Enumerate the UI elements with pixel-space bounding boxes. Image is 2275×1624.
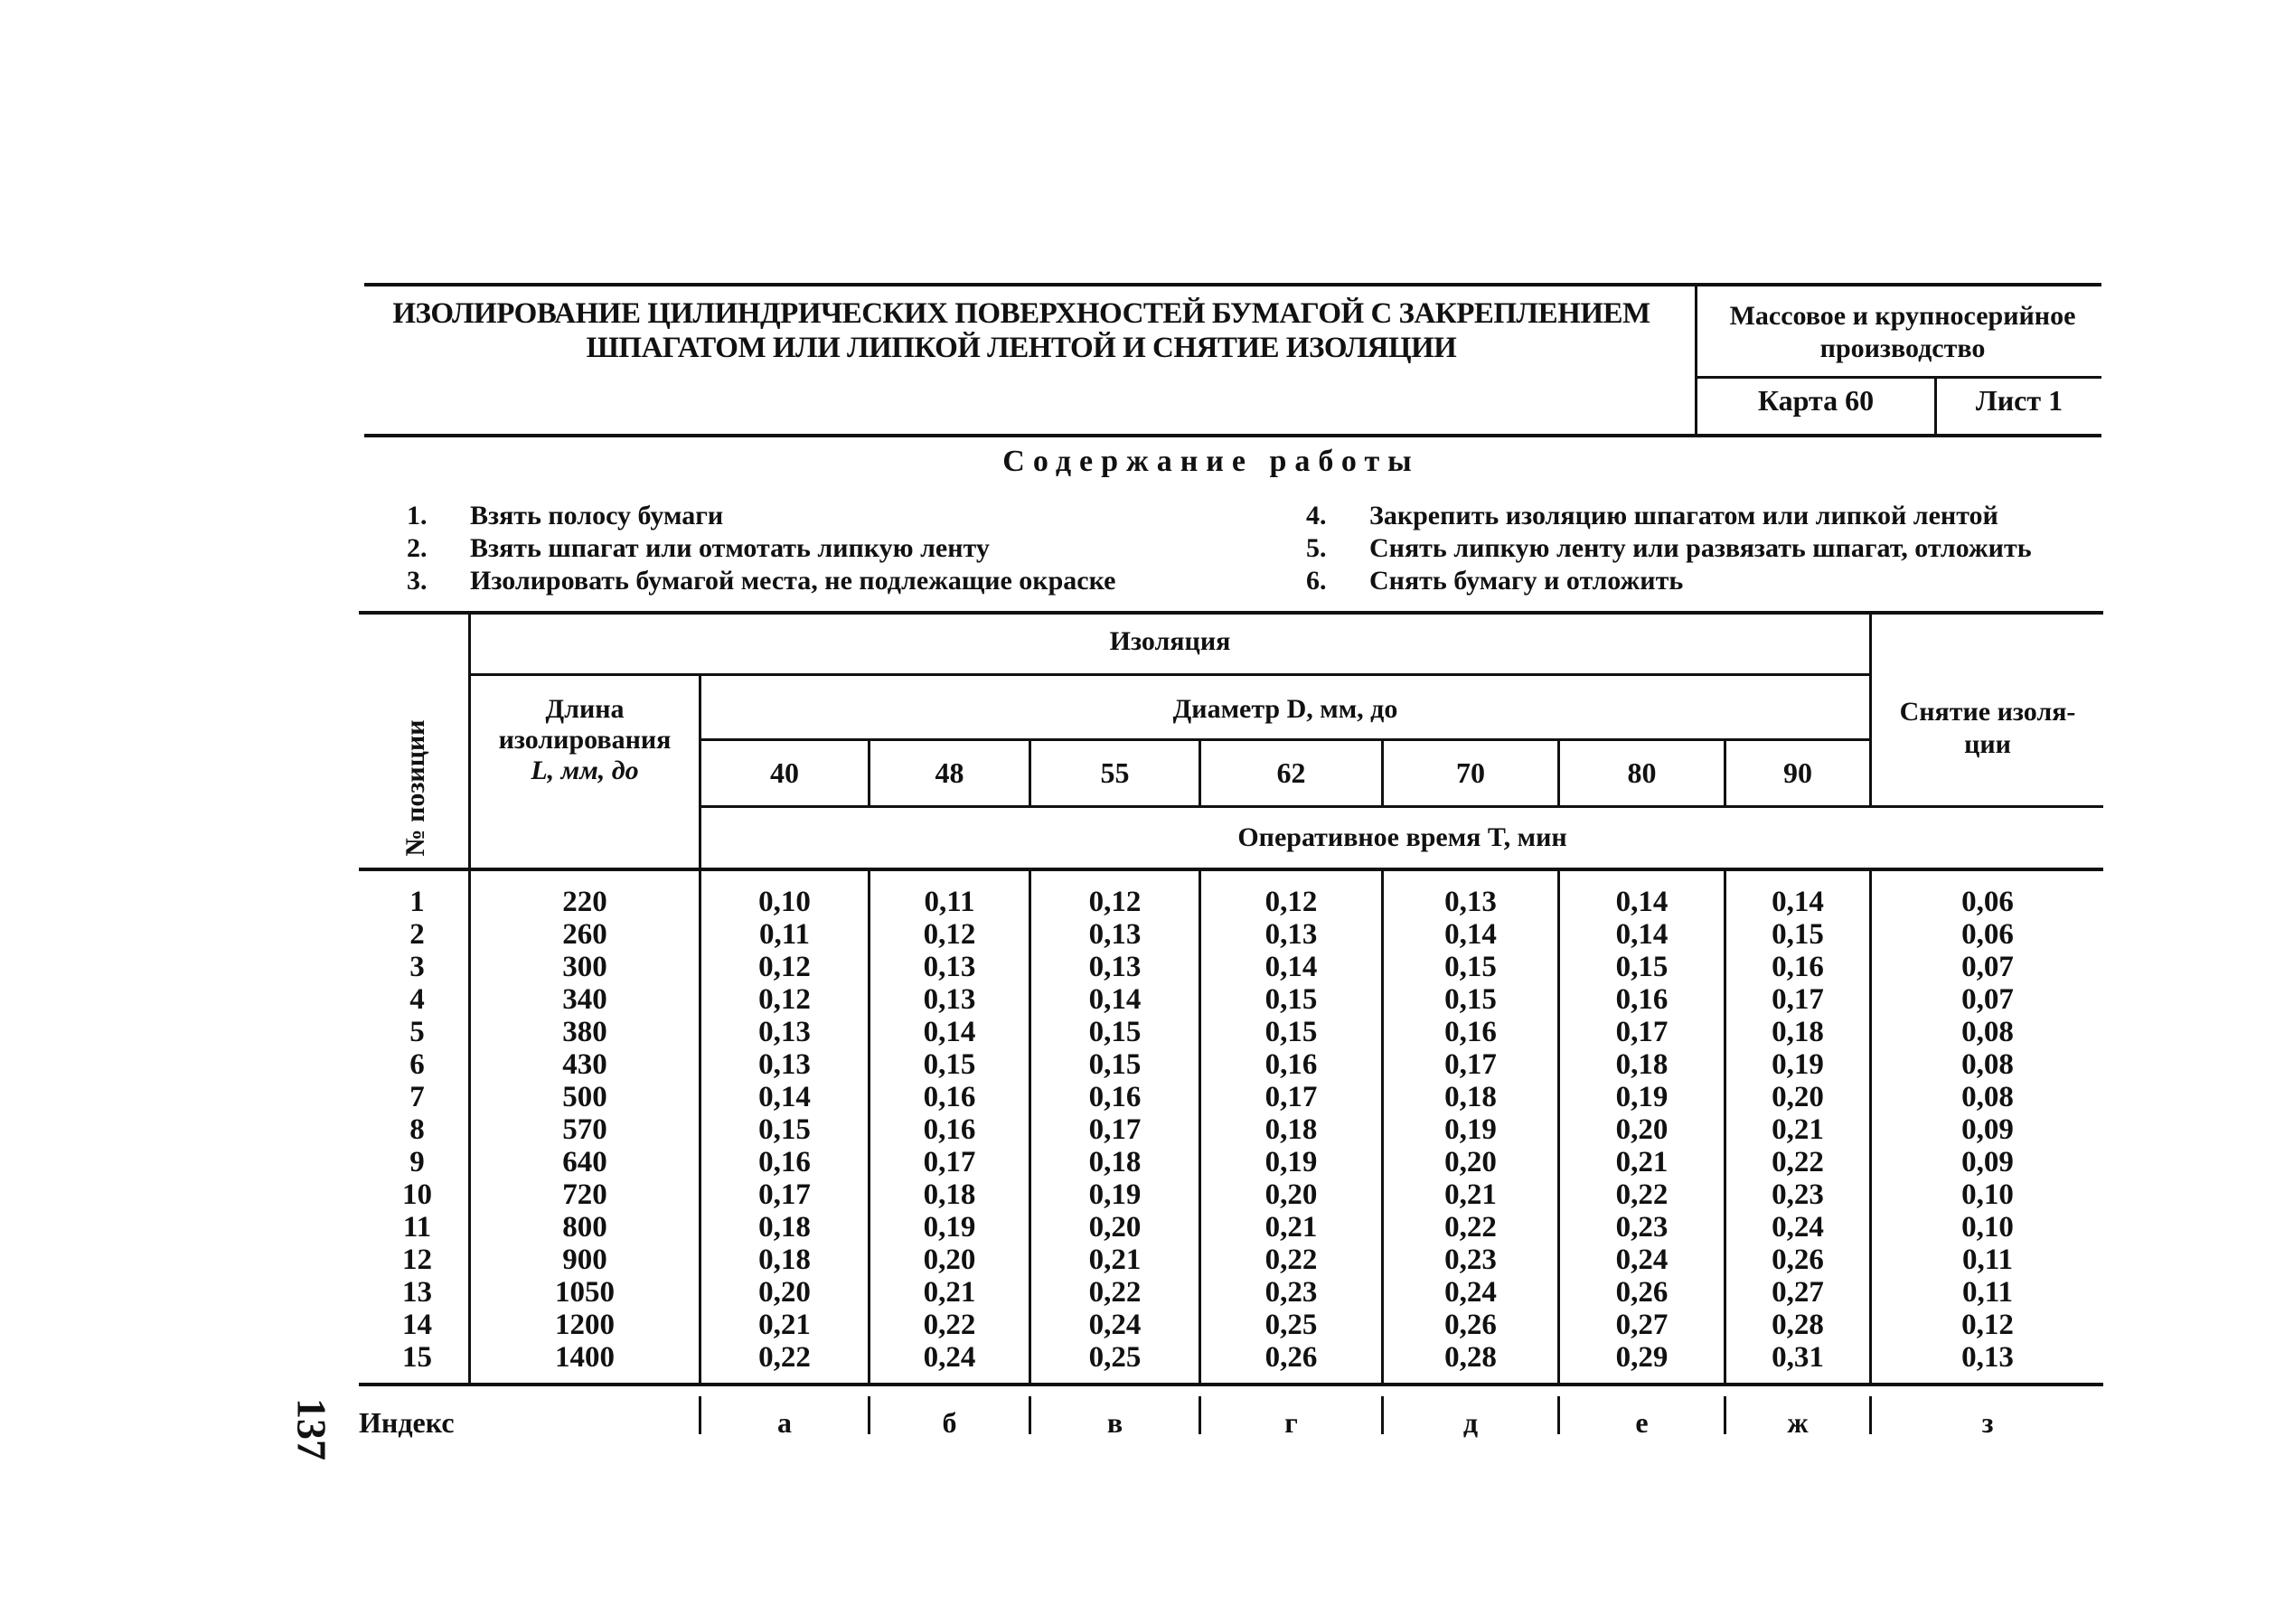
header-bottom-table-rule	[359, 868, 2103, 871]
time-cell: 0,17	[923, 1146, 976, 1178]
time-cell: 0,14	[1772, 886, 1824, 918]
position-cell: 3	[409, 951, 425, 983]
time-cell: 0,16	[1264, 1048, 1318, 1081]
position-cell: 9	[409, 1146, 425, 1178]
diameter-80: 80	[1627, 756, 1657, 789]
title-line-2: ШПАГАТОМ ИЛИ ЛИПКОЙ ЛЕНТОЙ И СНЯТИЕ ИЗОЛЯЦИИ	[586, 332, 1457, 364]
time-cell: 0,24	[1615, 1244, 1669, 1276]
length-cell: 900	[562, 1244, 607, 1276]
time-cell: 0,18	[758, 1244, 811, 1276]
time-cell: 0,12	[758, 983, 811, 1016]
length-cell: 1200	[555, 1309, 615, 1341]
time-cell: 0,15	[1088, 1016, 1142, 1048]
index-g: г	[1284, 1406, 1298, 1439]
time-cell: 0,13	[923, 983, 976, 1016]
removal-cell: 0,08	[1961, 1048, 2014, 1081]
card-number: Карта 60	[1757, 384, 1875, 417]
time-cell: 0,21	[1264, 1211, 1318, 1244]
time-cell: 0,20	[1264, 1178, 1318, 1211]
removal-cell: 0,07	[1961, 951, 2014, 983]
time-cell: 0,12	[1088, 886, 1142, 918]
length-header-line-1: Длина	[545, 694, 625, 724]
time-cell: 0,17	[1772, 983, 1824, 1016]
time-cell: 0,18	[758, 1211, 811, 1244]
index-z: з	[1981, 1406, 1994, 1439]
time-cell: 0,21	[923, 1276, 976, 1309]
removal-cell: 0,12	[1961, 1309, 2014, 1341]
diameter-values-rule	[700, 805, 2103, 808]
time-cell: 0,20	[1088, 1211, 1142, 1244]
time-cell: 0,21	[1772, 1113, 1824, 1146]
time-cell: 0,18	[1088, 1146, 1142, 1178]
time-cell: 0,22	[1264, 1244, 1318, 1276]
position-cell: 11	[402, 1211, 432, 1244]
time-cell: 0,21	[1615, 1146, 1669, 1178]
time-cell: 0,12	[923, 918, 976, 951]
position-cell: 5	[409, 1016, 425, 1048]
length-header-line-3: L, мм, до	[531, 756, 639, 785]
position-cell: 12	[402, 1244, 432, 1276]
time-cell: 0,22	[923, 1309, 976, 1341]
time-cell: 0,19	[1772, 1048, 1824, 1081]
length-cell: 1400	[555, 1341, 615, 1374]
time-cell: 0,15	[1615, 951, 1669, 983]
time-cell: 0,27	[1615, 1309, 1669, 1341]
time-cell: 0,28	[1444, 1341, 1497, 1374]
length-cell: 1050	[555, 1276, 615, 1309]
time-cell: 0,12	[758, 951, 811, 983]
time-cell: 0,12	[1264, 886, 1318, 918]
work-content-heading: Содержание работы	[1002, 445, 1420, 478]
position-number-header: № позиции	[400, 719, 430, 857]
time-cell: 0,14	[1444, 918, 1497, 951]
time-cell: 0,18	[1264, 1113, 1318, 1146]
time-cell: 0,11	[759, 918, 810, 951]
diameter-70: 70	[1456, 756, 1485, 789]
removal-cell: 0,13	[1961, 1341, 2014, 1374]
index-zh: ж	[1787, 1406, 1809, 1439]
time-cell: 0,14	[1264, 951, 1318, 983]
step-number: 2.	[407, 533, 428, 563]
step-text: Взять шпагат или отмотать липкую ленту	[470, 533, 990, 563]
removal-cell: 0,09	[1961, 1113, 2014, 1146]
document-title	[366, 296, 1677, 365]
table-top-rule	[359, 611, 2103, 615]
removal-header	[1872, 696, 2103, 761]
time-cell: 0,15	[758, 1113, 811, 1146]
title-line-1: ИЗОЛИРОВАНИЕ ЦИЛИНДРИЧЕСКИХ ПОВЕРХНОСТЕЙ БУМАГОЙ С ЗАКРЕПЛЕНИЕМ	[392, 297, 1650, 330]
time-cell: 0,17	[1264, 1081, 1318, 1113]
length-cell: 720	[562, 1178, 607, 1211]
time-cell: 0,20	[758, 1276, 811, 1309]
index-label: Индекс	[359, 1406, 455, 1439]
time-cell: 0,16	[923, 1081, 976, 1113]
diameter-55: 55	[1100, 756, 1130, 789]
position-cell: 14	[402, 1309, 432, 1341]
time-cell: 0,23	[1615, 1211, 1669, 1244]
removal-cell: 0,06	[1961, 918, 2014, 951]
time-cell: 0,23	[1264, 1276, 1318, 1309]
step-number: 3.	[407, 566, 428, 596]
time-column-90	[1726, 886, 1869, 1374]
time-cell: 0,15	[1088, 1048, 1142, 1081]
step-number: 4.	[1306, 501, 1327, 530]
removal-cell: 0,11	[1962, 1244, 2013, 1276]
step-text: Взять полосу бумаги	[470, 501, 724, 530]
time-cell: 0,15	[923, 1048, 976, 1081]
step-number: 5.	[1306, 533, 1327, 563]
time-cell: 0,16	[1444, 1016, 1497, 1048]
removal-cell: 0,11	[1962, 1276, 2013, 1309]
step-text: Изолировать бумагой места, не подлежащие окраске	[470, 566, 1116, 596]
time-cell: 0,23	[1444, 1244, 1497, 1276]
length-header-line-2: изолирования	[498, 725, 672, 755]
time-cell: 0,20	[1444, 1146, 1497, 1178]
step-text: Закрепить изоляцию шпагатом или липкой лентой	[1369, 501, 1998, 530]
length-cell: 260	[562, 918, 607, 951]
time-cell: 0,26	[1772, 1244, 1824, 1276]
time-cell: 0,16	[1088, 1081, 1142, 1113]
time-cell: 0,22	[1772, 1146, 1824, 1178]
time-cell: 0,19	[1444, 1113, 1497, 1146]
time-cell: 0,15	[1444, 951, 1497, 983]
index-d: д	[1462, 1406, 1479, 1439]
time-cell: 0,13	[758, 1016, 811, 1048]
removal-column	[1872, 886, 2103, 1374]
time-cell: 0,21	[1444, 1178, 1497, 1211]
header-bottom-rule	[364, 434, 2101, 437]
removal-cell: 0,10	[1961, 1178, 2014, 1211]
time-cell: 0,24	[1772, 1211, 1824, 1244]
length-cell: 800	[562, 1211, 607, 1244]
time-cell: 0,15	[1264, 983, 1318, 1016]
time-cell: 0,17	[1088, 1113, 1142, 1146]
insulation-rule	[470, 673, 1871, 676]
time-cell: 0,13	[1444, 886, 1497, 918]
time-cell: 0,13	[758, 1048, 811, 1081]
time-cell: 0,19	[1088, 1178, 1142, 1211]
time-cell: 0,24	[1444, 1276, 1497, 1309]
time-cell: 0,17	[1444, 1048, 1497, 1081]
time-cell: 0,13	[1088, 918, 1142, 951]
position-cell: 15	[402, 1341, 432, 1374]
time-cell: 0,21	[1088, 1244, 1142, 1276]
removal-cell: 0,08	[1961, 1081, 2014, 1113]
step-4	[1306, 500, 1998, 532]
length-header	[471, 694, 699, 786]
length-cell: 500	[562, 1081, 607, 1113]
time-cell: 0,14	[1088, 983, 1142, 1016]
sheet-number: Лист 1	[1975, 384, 2063, 417]
production-line-1: Массовое и крупносерийное	[1729, 301, 2076, 331]
removal-header-line-2: ции	[1964, 729, 2011, 759]
position-cell: 8	[409, 1113, 425, 1146]
position-column	[366, 886, 468, 1374]
time-cell: 0,19	[1615, 1081, 1669, 1113]
position-cell: 10	[402, 1178, 432, 1211]
time-column-62	[1201, 886, 1381, 1374]
removal-cell: 0,08	[1961, 1016, 2014, 1048]
time-column-55	[1031, 886, 1199, 1374]
page-number: 137	[288, 1398, 335, 1460]
step-number: 6.	[1306, 566, 1327, 596]
length-cell: 430	[562, 1048, 607, 1081]
time-column-70	[1384, 886, 1557, 1374]
length-cell: 640	[562, 1146, 607, 1178]
time-cell: 0,17	[758, 1178, 811, 1211]
time-cell: 0,23	[1772, 1178, 1824, 1211]
time-cell: 0,26	[1264, 1341, 1318, 1374]
time-cell: 0,14	[923, 1016, 976, 1048]
time-cell: 0,18	[1615, 1048, 1669, 1081]
time-cell: 0,16	[1772, 951, 1824, 983]
time-column-80	[1560, 886, 1724, 1374]
position-cell: 13	[402, 1276, 432, 1309]
diameter-40: 40	[770, 756, 799, 789]
time-cell: 0,18	[1772, 1016, 1824, 1048]
index-v: в	[1106, 1406, 1123, 1439]
time-cell: 0,27	[1772, 1276, 1824, 1309]
time-cell: 0,20	[1615, 1113, 1669, 1146]
data-bottom-rule	[359, 1383, 2103, 1386]
removal-cell: 0,07	[1961, 983, 2014, 1016]
time-cell: 0,13	[1088, 951, 1142, 983]
diameter-62: 62	[1276, 756, 1306, 789]
time-cell: 0,25	[1088, 1341, 1142, 1374]
time-cell: 0,15	[1444, 983, 1497, 1016]
production-line-2: производство	[1819, 333, 1986, 363]
time-cell: 0,22	[758, 1341, 811, 1374]
removal-cell: 0,09	[1961, 1146, 2014, 1178]
time-cell: 0,26	[1444, 1309, 1497, 1341]
position-cell: 1	[409, 886, 425, 918]
time-column-48	[870, 886, 1029, 1374]
index-a: а	[777, 1406, 792, 1439]
time-cell: 0,22	[1615, 1178, 1669, 1211]
top-rule	[364, 283, 2101, 286]
index-b: б	[942, 1406, 957, 1439]
time-cell: 0,14	[1615, 886, 1669, 918]
time-cell: 0,20	[923, 1244, 976, 1276]
time-column-40	[701, 886, 868, 1374]
length-cell: 380	[562, 1016, 607, 1048]
time-cell: 0,31	[1772, 1341, 1824, 1374]
time-cell: 0,24	[923, 1341, 976, 1374]
time-cell: 0,11	[924, 886, 975, 918]
time-cell: 0,21	[758, 1309, 811, 1341]
time-cell: 0,16	[923, 1113, 976, 1146]
operative-time-header: Оперативное время T, мин	[1237, 822, 1567, 852]
time-cell: 0,16	[758, 1146, 811, 1178]
length-cell: 570	[562, 1113, 607, 1146]
index-e: е	[1635, 1406, 1649, 1439]
step-1	[407, 500, 723, 532]
removal-cell: 0,10	[1961, 1211, 2014, 1244]
time-cell: 0,29	[1615, 1341, 1669, 1374]
time-cell: 0,22	[1444, 1211, 1497, 1244]
time-cell: 0,18	[1444, 1081, 1497, 1113]
position-cell: 7	[409, 1081, 425, 1113]
removal-header-line-1: Снятие изоля-	[1899, 697, 2076, 727]
insulation-header: Изоляция	[1109, 626, 1231, 656]
step-5	[1306, 532, 2032, 565]
time-cell: 0,20	[1772, 1081, 1824, 1113]
time-cell: 0,19	[923, 1211, 976, 1244]
step-6	[1306, 565, 1683, 597]
time-cell: 0,15	[1772, 918, 1824, 951]
length-column	[471, 886, 699, 1374]
step-number: 1.	[407, 501, 428, 530]
time-cell: 0,28	[1772, 1309, 1824, 1341]
length-cell: 220	[562, 886, 607, 918]
step-text: Снять липкую ленту или развязать шпагат, отложить	[1369, 533, 2032, 563]
time-cell: 0,10	[758, 886, 811, 918]
time-cell: 0,26	[1615, 1276, 1669, 1309]
time-cell: 0,19	[1264, 1146, 1318, 1178]
diameter-rule	[700, 738, 1871, 741]
time-cell: 0,15	[1264, 1016, 1318, 1048]
time-cell: 0,22	[1088, 1276, 1142, 1309]
production-rule	[1695, 376, 2101, 379]
step-3	[407, 565, 1115, 597]
time-cell: 0,25	[1264, 1309, 1318, 1341]
diameter-90: 90	[1783, 756, 1812, 789]
time-cell: 0,14	[1615, 918, 1669, 951]
position-cell: 2	[409, 918, 425, 951]
diameter-48: 48	[935, 756, 964, 789]
length-cell: 300	[562, 951, 607, 983]
time-cell: 0,13	[1264, 918, 1318, 951]
position-cell: 6	[409, 1048, 425, 1081]
position-cell: 4	[409, 983, 425, 1016]
time-cell: 0,17	[1615, 1016, 1669, 1048]
time-cell: 0,13	[923, 951, 976, 983]
time-cell: 0,16	[1615, 983, 1669, 1016]
step-text: Снять бумагу и отложить	[1369, 566, 1684, 596]
step-2	[407, 532, 990, 565]
removal-cell: 0,06	[1961, 886, 2014, 918]
diameter-header: Диаметр D, мм, до	[1172, 694, 1398, 724]
length-cell: 340	[562, 983, 607, 1016]
production-type	[1699, 300, 2106, 365]
time-cell: 0,24	[1088, 1309, 1142, 1341]
time-cell: 0,18	[923, 1178, 976, 1211]
time-cell: 0,14	[758, 1081, 811, 1113]
